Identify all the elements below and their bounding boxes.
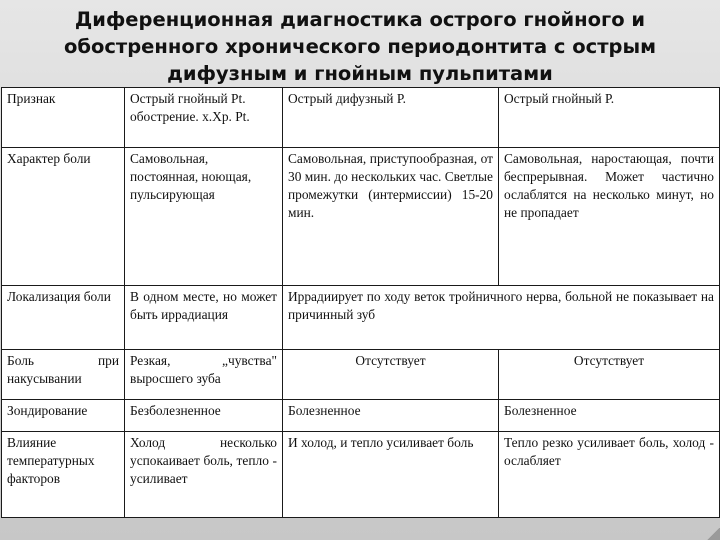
header-col1: Острый гнойный Pt. обострение. х.Хр. Pt. [125,88,283,148]
cell-col3: Болезненное [499,400,720,432]
table-row-localization [2,286,720,350]
row-label: Локализация боли [2,286,125,350]
cell-col1: Резкая, „чувства" выросшего зуба [125,350,283,400]
header-col3: Острый гнойный Р. [499,88,720,148]
cell-col3: Самовольная, наростающая, почти беспрерывная. Может частично ослаблятся на несколько минут, но не пропадает [499,148,720,286]
header-col2: Острый дифузный Р. [283,88,499,148]
header-feature: Признак [2,88,125,148]
table-row-temperature [2,432,720,518]
diagnosis-table [1,87,720,518]
cell-col2: Самовольная, приступообразная, от 30 мин. до нескольких час. Светлые промежутки (интермиссии) 15-20 мин. [283,148,499,286]
table-row-probing [2,400,720,432]
cell-col3: Отсутствует [499,350,720,400]
table-row-biting [2,350,720,400]
slide-title: Диференционная диагностика острого гнойного и обостренного хронического периодонтита с острым дифузным и гнойным пульпитами [63,8,657,85]
table-header-row [2,88,720,148]
cell-col1: Безболезненное [125,400,283,432]
cell-col2-col3: Иррадиирует по ходу веток тройничного нерва, больной не показывает на причинный зуб [283,286,720,350]
cell-col1: Самовольная, постоянная, ноющая, пульсирующая [125,148,283,286]
cell-col1: В одном месте, но может быть иррадиация [125,286,283,350]
page-corner-decoration [706,528,720,540]
row-label: Зондирование [2,400,125,432]
row-label: Боль при накусывании [2,350,125,400]
cell-col2: Отсутствует [283,350,499,400]
cell-col2: И холод, и тепло усиливает боль [283,432,499,518]
row-label: Характер боли [2,148,125,286]
row-label: Влияние температурных факторов [2,432,125,518]
cell-col1: Холод несколько успокаивает боль, тепло - усиливает [125,432,283,518]
table-row-pain [2,148,720,286]
cell-col2: Болезненное [283,400,499,432]
cell-col3: Тепло резко усиливает боль, холод - ослабляет [499,432,720,518]
